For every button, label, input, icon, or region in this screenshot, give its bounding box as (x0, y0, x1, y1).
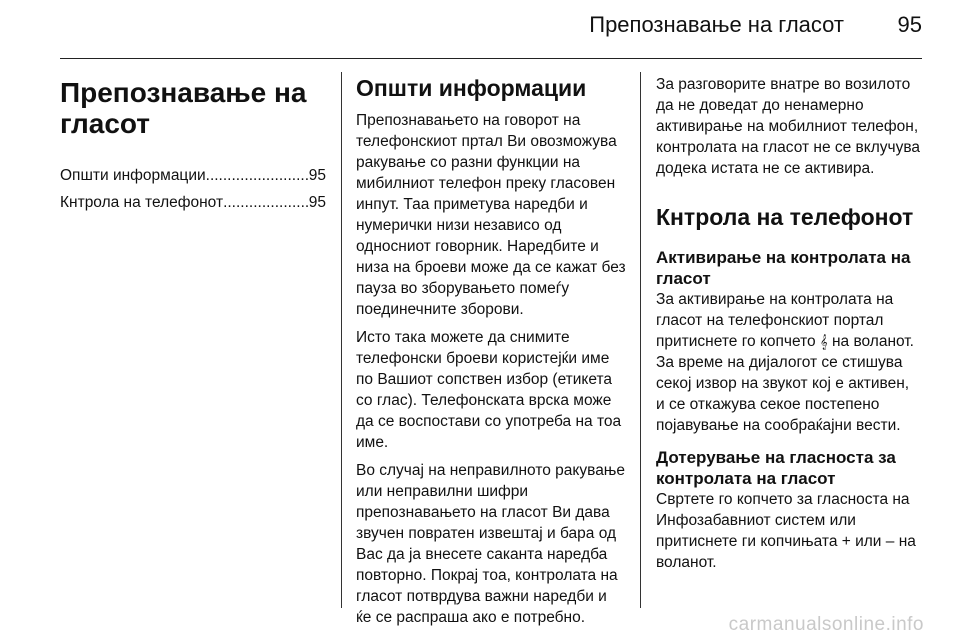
body-paragraph: Свртете го копчето за гласноста на Инфозабавниот систем или притиснете ги копчињата + или – на воланот. (656, 491, 916, 571)
section-heading: Општи информации (356, 75, 587, 101)
watermark: carmanualsonline.info (728, 614, 924, 635)
toc-entry-page: 95 (308, 167, 326, 184)
toc-entry[interactable] (60, 192, 326, 213)
voice-button-icon: 𝄞 (819, 334, 828, 349)
toc-entry-title: Општи информации (60, 167, 206, 184)
section-heading: Кнтрола на телефонот (656, 204, 914, 230)
toc-entry-page: 95 (308, 194, 326, 211)
toc-leader-dots (206, 165, 309, 186)
toc-leader-dots (223, 192, 309, 213)
paragraph-text: За активирање на контролата на гласот на телефонскиот портал притиснете го копчето (656, 291, 894, 350)
paragraph-text: на воланот. За време на дијалогот се стишува секој извор на звукот кој е активен, и се откажува секое постепено појавување на сообраќајни вести. (656, 333, 914, 434)
body-paragraph: Препознавањето на говорот на телефонскиот пртал Ви овозможува ракување со разни функции на мибилниот телефон преку гласовен инпут. Таа приметува наредби и нумерички низи независо од односниот говорник. Наредбите и низа на броеви може да се кажат без пауза во зборувањето помеѓу поединечните зборови. (356, 112, 626, 318)
body-paragraph (656, 289, 922, 436)
body-paragraph: За разговорите внатре во возилото да не доведат до ненамерно активирање на мобилниот телефон, контролата на гласот не се вклучува додека истата не се активира. (656, 76, 921, 177)
right-column (656, 74, 922, 580)
left-column (60, 74, 326, 219)
column-divider (640, 72, 641, 608)
page-header (60, 0, 922, 59)
running-title: Препознавање на гласот (589, 12, 844, 37)
body-paragraph: Исто така можете да снимите телефонски броеви користејќи име по Вашиот сопствен избор (етикета со глас). Телефонската врска може да се воспостави со употреба на тоа име. (356, 329, 622, 451)
middle-column (356, 74, 626, 635)
chapter-title: Препознавање на гласот (60, 77, 307, 139)
page-number: 95 (897, 12, 922, 37)
subsection-heading: Дотерување на гласноста за контролата на гласот (656, 448, 896, 488)
body-paragraph: Во случај на неправилното ракување или неправилни шифри препознавањето на гласот Ви дава звучен повратен извештај и бара од Вас да ја внесете саканта наредба повторно. Покрај тоа, контролата на гласот потврдува важни наредби и ќе се распраша ако е потребно. (356, 462, 626, 626)
subsection-heading: Активирање на контролата на гласот (656, 248, 911, 288)
toc-entry[interactable] (60, 165, 326, 186)
toc-entry-title: Кнтрола на телефонот (60, 194, 224, 211)
column-divider (341, 72, 342, 608)
